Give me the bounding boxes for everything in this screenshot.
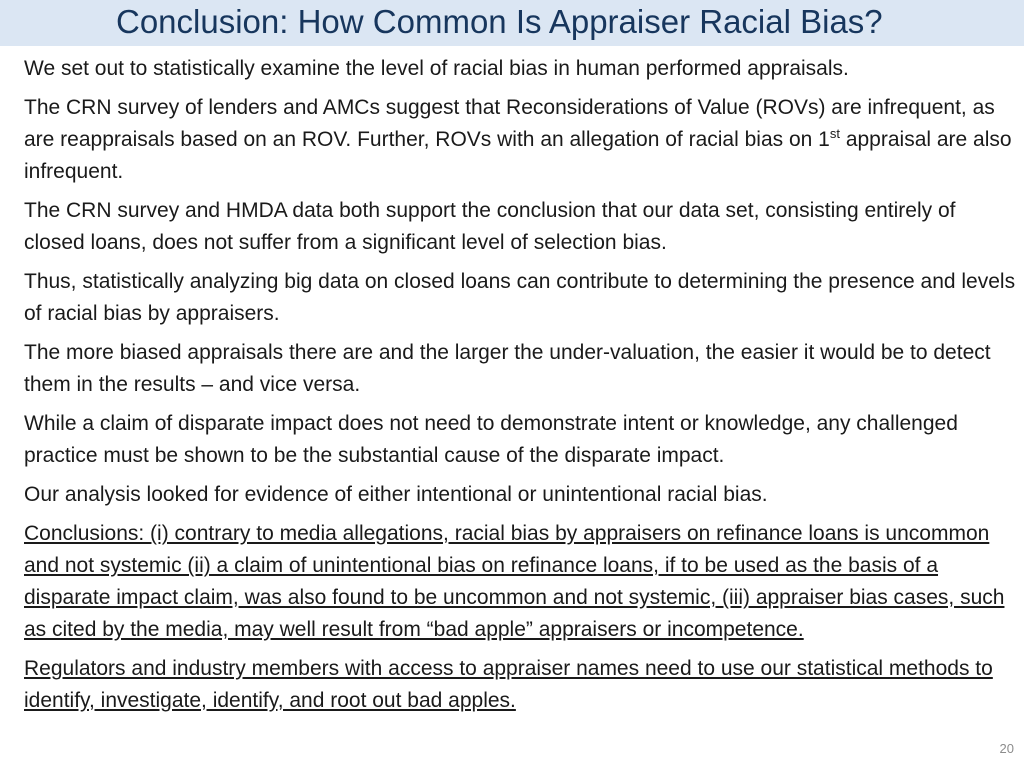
paragraph-conclusions: Conclusions: (i) contrary to media allegations, racial bias by appraisers on refinance loans is uncommon and not systemic (ii) a claim of unintentional bias on refinance loans, if to be used as the basis of a disparate impact claim, was also found to be uncommon and not systemic, (iii) appraiser bias cases, such as cited by the media, may well result from “bad apple” appraisers or incompetence. — [24, 522, 1005, 641]
paragraph-detection: The more biased appraisals there are and the larger the under-valuation, the easier it would be to detect them in the results – and vice versa. — [24, 341, 991, 396]
paragraph-objective: We set out to statistically examine the level of racial bias in human performed appraisals. — [24, 57, 849, 80]
slide-title: Conclusion: How Common Is Appraiser Racial Bias? — [116, 3, 883, 40]
title-bar — [0, 0, 1024, 46]
paragraph-recommendation: Regulators and industry members with access to appraiser names need to use our statistical methods to identify, investigate, identify, and root out bad apples. — [24, 657, 993, 712]
rov-text-before: The CRN survey of lenders and AMCs suggest that Reconsiderations of Value (ROVs) are infrequent, as are reappraisals based on an ROV. Further, ROVs with an allegation of racial bias on 1 — [24, 96, 995, 151]
paragraph-big-data: Thus, statistically analyzing big data on closed loans can contribute to determining the presence and levels of racial bias by appraisers. — [24, 270, 1016, 325]
rov-text-after: appraisal are also infrequent. — [24, 128, 1012, 183]
paragraph-disparate-impact: While a claim of disparate impact does not need to demonstrate intent or knowledge, any challenged practice must be shown to be the substantial cause of the disparate impact. — [24, 412, 958, 467]
paragraph-analysis-scope: Our analysis looked for evidence of either intentional or unintentional racial bias. — [24, 483, 768, 506]
slide-body — [24, 53, 1016, 724]
paragraph-rov-survey — [24, 92, 1016, 188]
page-number: 20 — [999, 741, 1014, 756]
ordinal-superscript: st — [829, 126, 840, 141]
paragraph-selection-bias: The CRN survey and HMDA data both support the conclusion that our data set, consisting entirely of closed loans, does not suffer from a significant level of selection bias. — [24, 199, 956, 254]
